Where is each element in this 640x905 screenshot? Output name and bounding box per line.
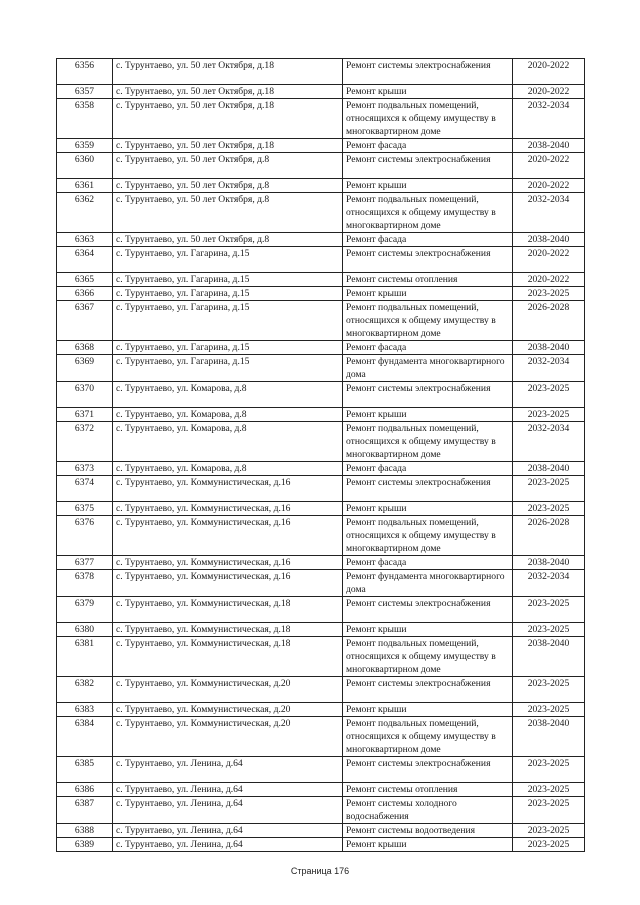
period-cell: 2023-2025 [513, 623, 585, 637]
row-number-cell: 6362 [57, 193, 113, 233]
address-cell: с. Турунтаево, ул. 50 лет Октября, д.8 [113, 179, 343, 193]
period-cell: 2020-2022 [513, 247, 585, 273]
address-cell: с. Турунтаево, ул. Комарова, д.8 [113, 422, 343, 462]
address-cell: с. Турунтаево, ул. Ленина, д.64 [113, 838, 343, 852]
address-cell: с. Турунтаево, ул. Коммунистическая, д.18 [113, 637, 343, 677]
period-cell: 2023-2025 [513, 408, 585, 422]
work-type-cell: Ремонт подвальных помещений, относящихся к общему имуществу в многоквартирном доме [343, 637, 513, 677]
period-cell: 2023-2025 [513, 824, 585, 838]
row-number-cell: 6387 [57, 797, 113, 824]
row-number-cell: 6386 [57, 783, 113, 797]
work-type-cell: Ремонт подвальных помещений, относящихся к общему имуществу в многоквартирном доме [343, 422, 513, 462]
table-row [57, 273, 585, 287]
row-number-cell: 6374 [57, 476, 113, 502]
table-row [57, 179, 585, 193]
period-cell: 2038-2040 [513, 637, 585, 677]
table-row [57, 59, 585, 85]
work-type-cell: Ремонт крыши [343, 703, 513, 717]
work-type-cell: Ремонт крыши [343, 85, 513, 99]
work-type-cell: Ремонт фасада [343, 556, 513, 570]
table-row [57, 139, 585, 153]
work-type-cell: Ремонт подвальных помещений, относящихся к общему имуществу в многоквартирном доме [343, 193, 513, 233]
row-number-cell: 6377 [57, 556, 113, 570]
table-row [57, 570, 585, 597]
work-type-cell: Ремонт подвальных помещений, относящихся к общему имуществу в многоквартирном доме [343, 99, 513, 139]
address-cell: с. Турунтаево, ул. Ленина, д.64 [113, 824, 343, 838]
address-cell: с. Турунтаево, ул. 50 лет Октября, д.18 [113, 139, 343, 153]
table-row [57, 408, 585, 422]
row-number-cell: 6384 [57, 717, 113, 757]
table-row [57, 597, 585, 623]
address-cell: с. Турунтаево, ул. Коммунистическая, д.20 [113, 717, 343, 757]
address-cell: с. Турунтаево, ул. 50 лет Октября, д.8 [113, 153, 343, 179]
work-type-cell: Ремонт фасада [343, 233, 513, 247]
period-cell: 2032-2034 [513, 570, 585, 597]
table-row [57, 516, 585, 556]
address-cell: с. Турунтаево, ул. 50 лет Октября, д.8 [113, 193, 343, 233]
table-row [57, 233, 585, 247]
row-number-cell: 6364 [57, 247, 113, 273]
row-number-cell: 6379 [57, 597, 113, 623]
address-cell: с. Турунтаево, ул. Комарова, д.8 [113, 462, 343, 476]
row-number-cell: 6357 [57, 85, 113, 99]
work-type-cell: Ремонт фасада [343, 139, 513, 153]
work-type-cell: Ремонт системы водоотведения [343, 824, 513, 838]
work-type-cell: Ремонт фундамента многоквартирного дома [343, 355, 513, 382]
period-cell: 2020-2022 [513, 85, 585, 99]
row-number-cell: 6363 [57, 233, 113, 247]
period-cell: 2023-2025 [513, 476, 585, 502]
table-row [57, 797, 585, 824]
work-type-cell: Ремонт крыши [343, 502, 513, 516]
address-cell: с. Турунтаево, ул. Коммунистическая, д.16 [113, 502, 343, 516]
work-type-cell: Ремонт крыши [343, 838, 513, 852]
work-type-cell: Ремонт системы электроснабжения [343, 757, 513, 783]
address-cell: с. Турунтаево, ул. 50 лет Октября, д.8 [113, 233, 343, 247]
row-number-cell: 6388 [57, 824, 113, 838]
address-cell: с. Турунтаево, ул. 50 лет Октября, д.18 [113, 85, 343, 99]
row-number-cell: 6375 [57, 502, 113, 516]
work-type-cell: Ремонт подвальных помещений, относящихся к общему имуществу в многоквартирном доме [343, 516, 513, 556]
address-cell: с. Турунтаево, ул. Коммунистическая, д.18 [113, 623, 343, 637]
table-row [57, 556, 585, 570]
address-cell: с. Турунтаево, ул. Гагарина, д.15 [113, 287, 343, 301]
address-cell: с. Турунтаево, ул. Коммунистическая, д.20 [113, 677, 343, 703]
address-cell: с. Турунтаево, ул. Гагарина, д.15 [113, 273, 343, 287]
period-cell: 2026-2028 [513, 516, 585, 556]
table-row [57, 757, 585, 783]
table-row [57, 783, 585, 797]
period-cell: 2038-2040 [513, 233, 585, 247]
table-row [57, 703, 585, 717]
work-type-cell: Ремонт системы холодного водоснабжения [343, 797, 513, 824]
table-row [57, 382, 585, 408]
row-number-cell: 6368 [57, 341, 113, 355]
address-cell: с. Турунтаево, ул. Ленина, д.64 [113, 783, 343, 797]
period-cell: 2023-2025 [513, 287, 585, 301]
row-number-cell: 6369 [57, 355, 113, 382]
work-type-cell: Ремонт системы отопления [343, 783, 513, 797]
work-type-cell: Ремонт подвальных помещений, относящихся к общему имуществу в многоквартирном доме [343, 301, 513, 341]
row-number-cell: 6358 [57, 99, 113, 139]
row-number-cell: 6365 [57, 273, 113, 287]
address-cell: с. Турунтаево, ул. 50 лет Октября, д.18 [113, 99, 343, 139]
period-cell: 2026-2028 [513, 301, 585, 341]
period-cell: 2032-2034 [513, 99, 585, 139]
table-row [57, 153, 585, 179]
period-cell: 2020-2022 [513, 59, 585, 85]
address-cell: с. Турунтаево, ул. Ленина, д.64 [113, 797, 343, 824]
table-row [57, 838, 585, 852]
row-number-cell: 6356 [57, 59, 113, 85]
table-row [57, 287, 585, 301]
period-cell: 2038-2040 [513, 717, 585, 757]
work-type-cell: Ремонт системы электроснабжения [343, 59, 513, 85]
row-number-cell: 6389 [57, 838, 113, 852]
address-cell: с. Турунтаево, ул. Гагарина, д.15 [113, 341, 343, 355]
row-number-cell: 6359 [57, 139, 113, 153]
address-cell: с. Турунтаево, ул. Гагарина, д.15 [113, 355, 343, 382]
period-cell: 2023-2025 [513, 703, 585, 717]
period-cell: 2038-2040 [513, 556, 585, 570]
table-row [57, 193, 585, 233]
period-cell: 2038-2040 [513, 139, 585, 153]
work-type-cell: Ремонт крыши [343, 179, 513, 193]
table-row [57, 247, 585, 273]
work-type-cell: Ремонт фундамента многоквартирного дома [343, 570, 513, 597]
period-cell: 2038-2040 [513, 341, 585, 355]
table-row [57, 355, 585, 382]
period-cell: 2032-2034 [513, 422, 585, 462]
address-cell: с. Турунтаево, ул. 50 лет Октября, д.18 [113, 59, 343, 85]
work-type-cell: Ремонт фасада [343, 341, 513, 355]
repair-schedule-table [56, 58, 585, 852]
address-cell: с. Турунтаево, ул. Коммунистическая, д.20 [113, 703, 343, 717]
table-row [57, 476, 585, 502]
row-number-cell: 6371 [57, 408, 113, 422]
work-type-cell: Ремонт крыши [343, 408, 513, 422]
row-number-cell: 6366 [57, 287, 113, 301]
work-type-cell: Ремонт системы электроснабжения [343, 476, 513, 502]
table-row [57, 85, 585, 99]
period-cell: 2032-2034 [513, 193, 585, 233]
row-number-cell: 6360 [57, 153, 113, 179]
row-number-cell: 6381 [57, 637, 113, 677]
table-body [57, 59, 585, 852]
row-number-cell: 6376 [57, 516, 113, 556]
table-row [57, 502, 585, 516]
table-row [57, 717, 585, 757]
work-type-cell: Ремонт системы электроснабжения [343, 153, 513, 179]
table-row [57, 623, 585, 637]
work-type-cell: Ремонт системы электроснабжения [343, 677, 513, 703]
row-number-cell: 6372 [57, 422, 113, 462]
row-number-cell: 6383 [57, 703, 113, 717]
period-cell: 2023-2025 [513, 757, 585, 783]
period-cell: 2020-2022 [513, 179, 585, 193]
address-cell: с. Турунтаево, ул. Комарова, д.8 [113, 408, 343, 422]
address-cell: с. Турунтаево, ул. Коммунистическая, д.16 [113, 476, 343, 502]
table-row [57, 637, 585, 677]
row-number-cell: 6378 [57, 570, 113, 597]
row-number-cell: 6373 [57, 462, 113, 476]
address-cell: с. Турунтаево, ул. Ленина, д.64 [113, 757, 343, 783]
table-row [57, 824, 585, 838]
work-type-cell: Ремонт системы электроснабжения [343, 597, 513, 623]
address-cell: с. Турунтаево, ул. Коммунистическая, д.16 [113, 556, 343, 570]
work-type-cell: Ремонт фасада [343, 462, 513, 476]
work-type-cell: Ремонт крыши [343, 623, 513, 637]
period-cell: 2032-2034 [513, 355, 585, 382]
period-cell: 2038-2040 [513, 462, 585, 476]
row-number-cell: 6361 [57, 179, 113, 193]
period-cell: 2023-2025 [513, 783, 585, 797]
address-cell: с. Турунтаево, ул. Комарова, д.8 [113, 382, 343, 408]
address-cell: с. Турунтаево, ул. Гагарина, д.15 [113, 247, 343, 273]
period-cell: 2020-2022 [513, 273, 585, 287]
period-cell: 2023-2025 [513, 677, 585, 703]
work-type-cell: Ремонт системы электроснабжения [343, 247, 513, 273]
table-row [57, 301, 585, 341]
period-cell: 2023-2025 [513, 502, 585, 516]
table-row [57, 99, 585, 139]
row-number-cell: 6385 [57, 757, 113, 783]
row-number-cell: 6382 [57, 677, 113, 703]
work-type-cell: Ремонт подвальных помещений, относящихся к общему имуществу в многоквартирном доме [343, 717, 513, 757]
work-type-cell: Ремонт системы электроснабжения [343, 382, 513, 408]
period-cell: 2023-2025 [513, 597, 585, 623]
address-cell: с. Турунтаево, ул. Коммунистическая, д.16 [113, 570, 343, 597]
period-cell: 2023-2025 [513, 382, 585, 408]
period-cell: 2023-2025 [513, 838, 585, 852]
period-cell: 2023-2025 [513, 797, 585, 824]
table-row [57, 341, 585, 355]
page-number: Страница 176 [290, 866, 350, 876]
address-cell: с. Турунтаево, ул. Гагарина, д.15 [113, 301, 343, 341]
table-row [57, 677, 585, 703]
row-number-cell: 6367 [57, 301, 113, 341]
work-type-cell: Ремонт системы отопления [343, 273, 513, 287]
period-cell: 2020-2022 [513, 153, 585, 179]
row-number-cell: 6380 [57, 623, 113, 637]
address-cell: с. Турунтаево, ул. Коммунистическая, д.18 [113, 597, 343, 623]
address-cell: с. Турунтаево, ул. Коммунистическая, д.16 [113, 516, 343, 556]
work-type-cell: Ремонт крыши [343, 287, 513, 301]
table-row [57, 422, 585, 462]
table-row [57, 462, 585, 476]
row-number-cell: 6370 [57, 382, 113, 408]
